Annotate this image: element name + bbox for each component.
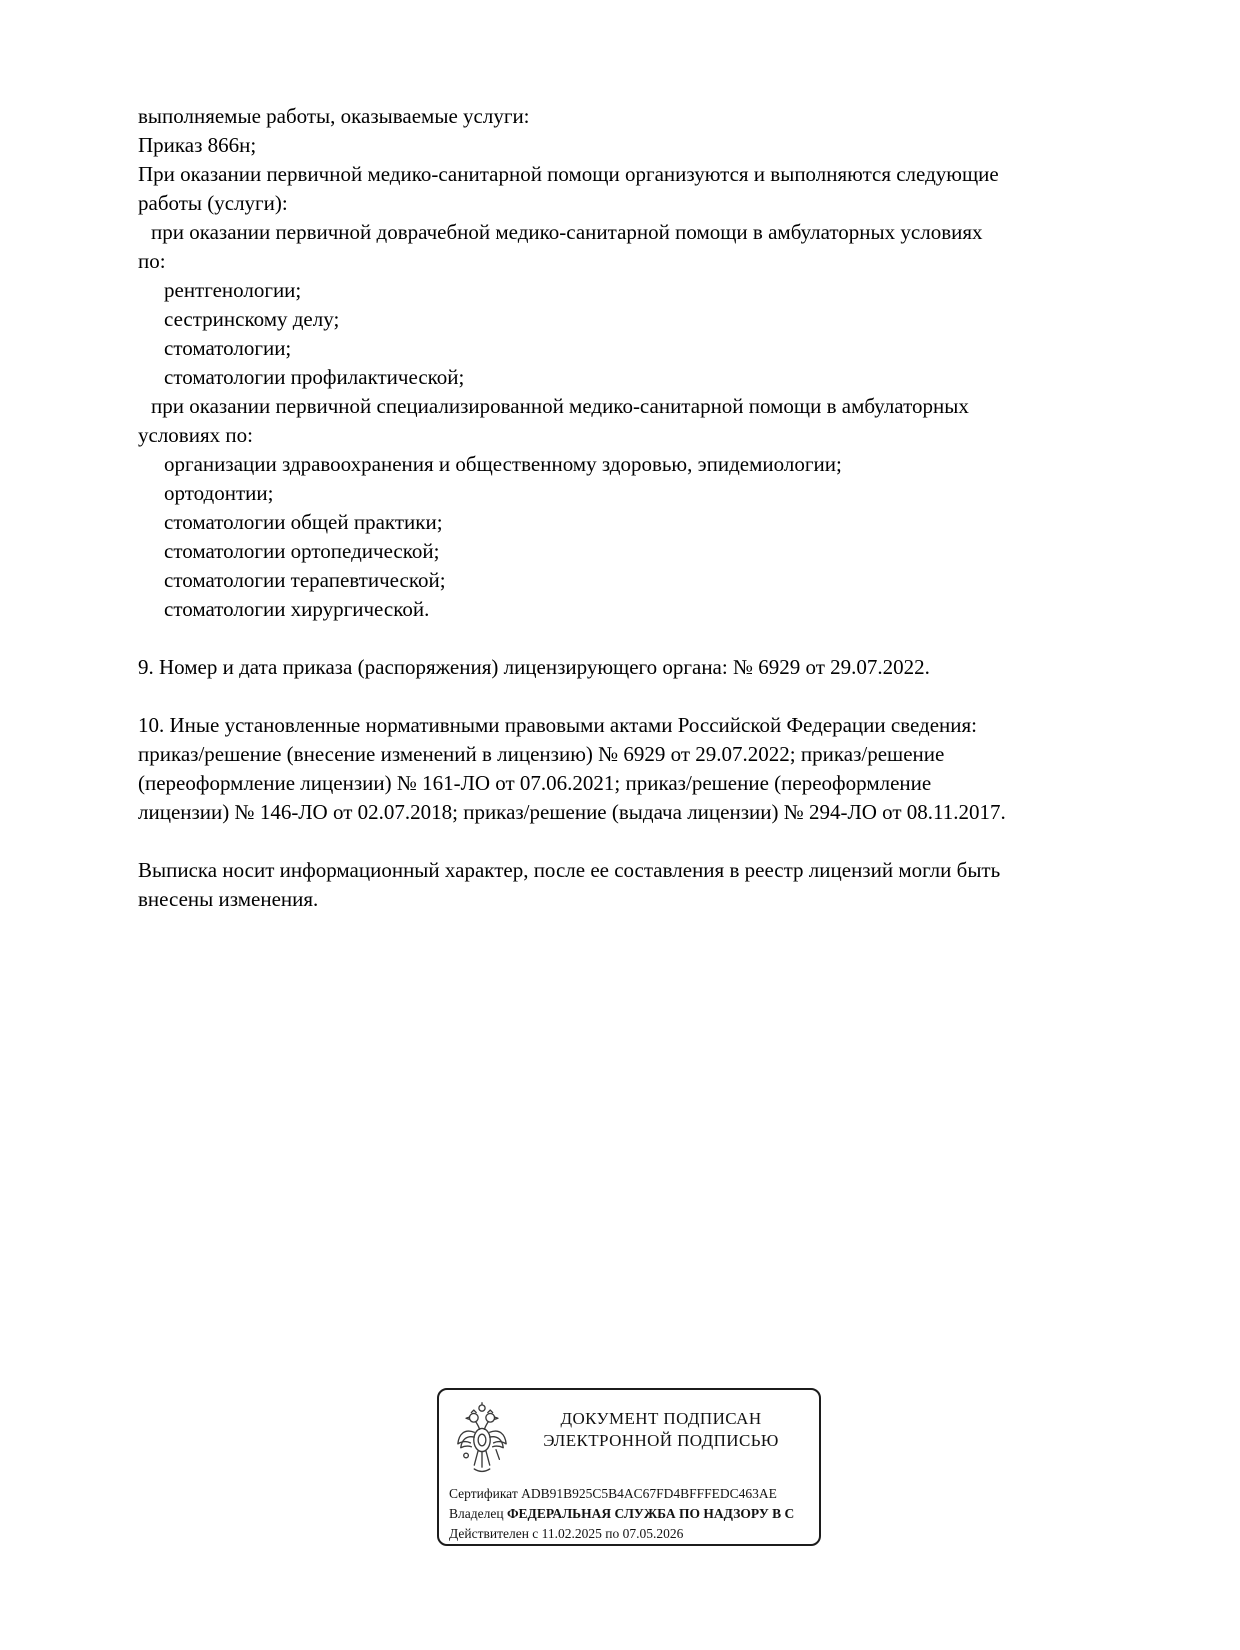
stamp-title-line2: ЭЛЕКТРОННОЙ ПОДПИСЬЮ <box>543 1431 779 1450</box>
text-line: Приказ 866н; <box>138 133 257 157</box>
text-line: сестринскому делу; <box>164 307 340 331</box>
certificate-label: Сертификат <box>449 1486 518 1501</box>
text-line: лицензии) № 146-ЛО от 02.07.2018; приказ/решение (выдача лицензии) № 294-ЛО от 08.11.2017. <box>138 800 1006 824</box>
text-line: выполняемые работы, оказываемые услуги: <box>138 104 530 128</box>
stamp-header <box>449 1396 811 1484</box>
document-body <box>138 102 1123 914</box>
text-line: внесены изменения. <box>138 887 319 911</box>
text-line: по: <box>138 249 166 273</box>
text-line: условиях по: <box>138 423 253 447</box>
text-line: стоматологии; <box>164 336 292 360</box>
coat-of-arms-icon <box>453 1398 511 1482</box>
validity-text: Действителен с 11.02.2025 по 07.05.2026 <box>449 1526 684 1541</box>
certificate-value: ADB91B925C5B4AC67FD4BFFFEDC463AE <box>521 1486 777 1501</box>
text-line: стоматологии профилактической; <box>164 365 465 389</box>
certificate-row <box>449 1484 811 1504</box>
text-line: стоматологии общей практики; <box>164 510 443 534</box>
text-line: стоматологии ортопедической; <box>164 539 440 563</box>
text-line: стоматологии терапевтической; <box>164 568 446 592</box>
signature-stamp <box>437 1388 821 1546</box>
text-line: при оказании первичной доврачебной медико-санитарной помощи в амбулаторных условиях <box>151 220 983 244</box>
text-line: при оказании первичной специализированной медико-санитарной помощи в амбулаторных <box>151 394 969 418</box>
owner-row <box>449 1504 811 1524</box>
text-line: рентгенологии; <box>164 278 302 302</box>
text-line: работы (услуги): <box>138 191 288 215</box>
text-line: При оказании первичной медико-санитарной помощи организуются и выполняются следующие <box>138 162 999 186</box>
blank-line <box>138 827 1123 856</box>
stamp-title-line1: ДОКУМЕНТ ПОДПИСАН <box>560 1409 762 1428</box>
text-line: приказ/решение (внесение изменений в лицензию) № 6929 от 29.07.2022; приказ/решение <box>138 742 945 766</box>
owner-label: Владелец <box>449 1506 504 1521</box>
owner-value: ФЕДЕРАЛЬНАЯ СЛУЖБА ПО НАДЗОРУ В С <box>506 1506 795 1521</box>
text-line: 10. Иные установленные нормативными правовыми актами Российской Федерации сведения: <box>138 713 978 737</box>
text-line: организации здравоохранения и общественному здоровью, эпидемиологии; <box>164 452 842 476</box>
text-line: Выписка носит информационный характер, после ее составления в реестр лицензий могли быть <box>138 858 1001 882</box>
stamp-details <box>449 1484 811 1544</box>
blank-line <box>138 624 1123 653</box>
text-line: (переоформление лицензии) № 161-ЛО от 07.06.2021; приказ/решение (переоформление <box>138 771 932 795</box>
blank-line <box>138 682 1123 711</box>
text-line: 9. Номер и дата приказа (распоряжения) лицензирующего органа: № 6929 от 29.07.2022. <box>138 655 930 679</box>
stamp-title <box>511 1408 811 1452</box>
text-line: ортодонтии; <box>164 481 274 505</box>
text-line: стоматологии хирургической. <box>164 597 430 621</box>
validity-row <box>449 1524 811 1544</box>
